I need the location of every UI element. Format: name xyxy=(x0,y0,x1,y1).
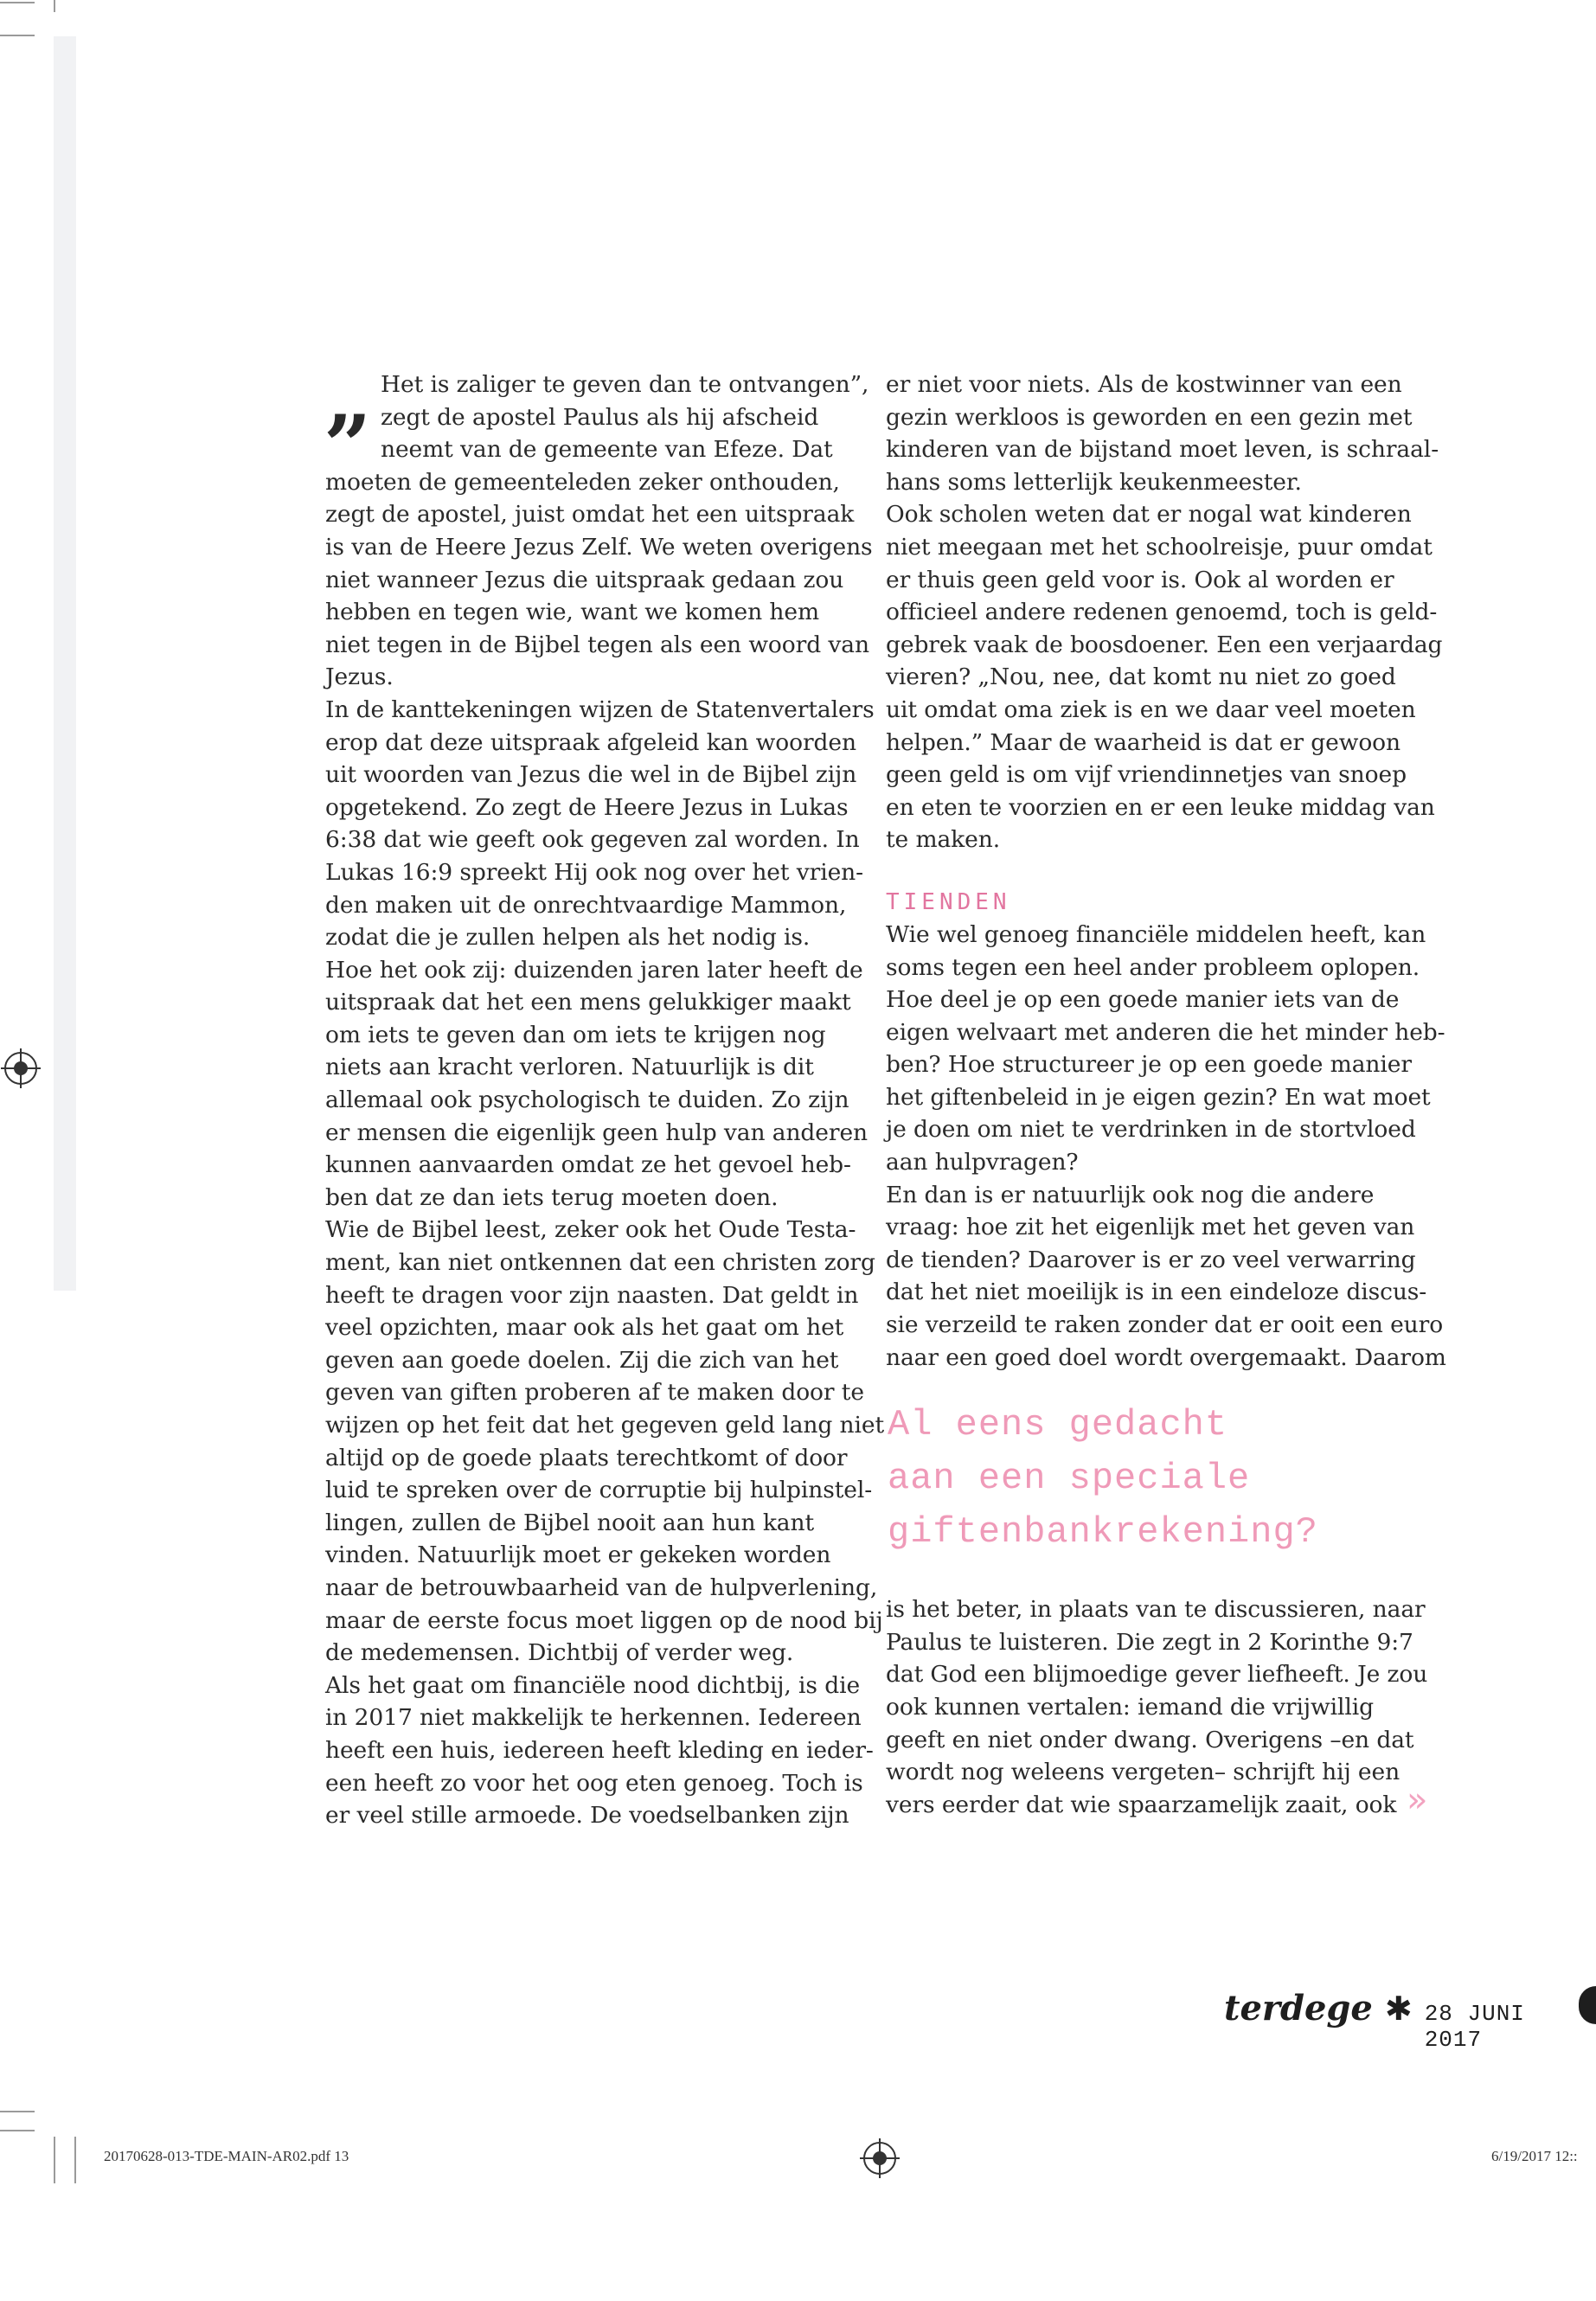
right-column-bottom-text xyxy=(886,1593,1428,1821)
body-text-line: gezin werkloos is geworden en een gezin met xyxy=(886,403,1413,431)
opening-quote-mark: ” xyxy=(324,397,372,495)
body-text-line: is van de Heere Jezus Zelf. We weten overigens xyxy=(325,533,873,561)
pull-quote-line: aan een speciale xyxy=(888,1458,1251,1499)
body-text-line: zegt de apostel, juist omdat het een uitspraak xyxy=(325,501,855,529)
body-text-line: wordt nog weleens vergeten– schrijft hij een xyxy=(886,1759,1401,1786)
pull-quote xyxy=(888,1398,1318,1559)
body-text-line: niets aan kracht verloren. Natuurlijk is dit xyxy=(325,1054,814,1081)
body-text-line: vers eerder dat wie spaarzamelijk zaait, ook xyxy=(886,1791,1397,1818)
body-text-line: heeft te dragen voor zijn naasten. Dat geldt in xyxy=(325,1281,859,1309)
body-text-line: Het is zaliger te geven dan te ontvangen”, xyxy=(381,371,869,398)
body-text-line: dat het niet moeilijk is in een eindeloze discus- xyxy=(886,1279,1427,1306)
body-text-line: er thuis geen geld voor is. Ook al worden er xyxy=(886,566,1394,593)
body-text-line: Hoe het ook zij: duizenden jaren later heeft de xyxy=(325,956,863,984)
section-heading-tienden: TIENDEN xyxy=(886,888,1011,915)
body-text-line: ment, kan niet ontkennen dat een christen zorg xyxy=(325,1249,875,1277)
body-text-line: soms tegen een heel ander probleem oplopen. xyxy=(886,953,1420,981)
body-text-line: geven aan goede doelen. Zij die zich van het xyxy=(325,1346,839,1374)
body-text-line: allemaal ook psychologisch te duiden. Zo zijn xyxy=(325,1086,849,1114)
body-text-line: Als het gaat om financiële nood dichtbij, is die xyxy=(325,1671,861,1699)
body-text-line: vieren? „Nou, nee, dat komt nu niet zo goed xyxy=(886,663,1396,691)
body-text-line: om iets te geven dan om iets te krijgen nog xyxy=(325,1021,826,1048)
body-text-line: zodat die je zullen helpen als het nodig is. xyxy=(325,924,811,952)
body-text-line: luid te spreken over de corruptie bij hulpinstel- xyxy=(325,1477,873,1504)
body-text-line: de tienden? Daarover is er zo veel verwarring xyxy=(886,1246,1416,1273)
page-footer xyxy=(1224,1988,1596,2053)
body-text-line: 6:38 dat wie geeft ook gegeven zal worden. In xyxy=(325,826,860,854)
body-text-line: maar de eerste focus moet liggen op de nood bij xyxy=(325,1606,883,1634)
body-text-line: In de kanttekeningen wijzen de Statenvertalers xyxy=(325,695,875,723)
crop-mark-top-v xyxy=(54,0,55,12)
body-text-line: Jezus. xyxy=(325,663,394,691)
body-text-line: niet wanneer Jezus die uitspraak gedaan zou xyxy=(325,566,844,593)
star-separator-icon: ✱ xyxy=(1384,1990,1413,2028)
body-text-line: Ook scholen weten dat er nogal wat kinderen xyxy=(886,501,1412,529)
bleed-strip xyxy=(54,36,76,1291)
body-text-line: er niet voor niets. Als de kostwinner van een xyxy=(886,371,1402,398)
body-text-line: moeten de gemeenteleden zeker onthouden, xyxy=(325,468,840,496)
body-text-line: niet tegen in de Bijbel tegen als een woord van xyxy=(325,631,869,658)
body-text-line: uit omdat oma ziek is en we daar veel moeten xyxy=(886,695,1416,723)
crop-mark-top-h1 xyxy=(0,35,35,36)
print-slug-filename: 20170628-013-TDE-MAIN-AR02.pdf 13 xyxy=(104,2148,349,2164)
body-text-line: een heeft zo voor het oog eten genoeg. Toch is xyxy=(325,1769,863,1797)
body-text-line: kunnen aanvaarden omdat ze het gevoel heb- xyxy=(325,1151,851,1179)
body-text-line: zegt de apostel Paulus als hij afscheid xyxy=(381,403,819,431)
body-text-line: het giftenbeleid in je eigen gezin? En wat moet xyxy=(886,1083,1431,1111)
body-text-line: lingen, zullen de Bijbel nooit aan hun kant xyxy=(325,1509,815,1536)
body-text-line: uitspraak dat het een mens gelukkiger maakt xyxy=(325,989,851,1016)
body-text-line: uit woorden van Jezus die wel in de Bijbel zijn xyxy=(325,761,857,789)
issue-date: 28 JUNI 2017 xyxy=(1424,2001,1525,2053)
body-text-line: er veel stille armoede. De voedselbanken zijn xyxy=(325,1802,849,1830)
body-text-line: veel opzichten, maar ook als het gaat om het xyxy=(325,1314,844,1342)
body-text-line: Wie wel genoeg financiële middelen heeft, kan xyxy=(886,920,1426,948)
registration-mark-left xyxy=(4,1052,37,1085)
body-text-line: erop dat deze uitspraak afgeleid kan woorden xyxy=(325,728,856,756)
body-text-line: Hoe deel je op een goede manier iets van de xyxy=(886,986,1400,1014)
right-column-top-text xyxy=(886,369,1443,856)
magazine-logo: terdege xyxy=(1224,1988,1373,2029)
body-text-line: aan hulpvragen? xyxy=(886,1149,1079,1176)
body-text-line: sie verzeild te raken zonder dat er ooit een euro xyxy=(886,1311,1444,1339)
body-text-line: En dan is er natuurlijk ook nog die andere xyxy=(886,1181,1375,1208)
body-text-line: te maken. xyxy=(886,826,1001,854)
body-text-line: je doen om niet te verdrinken in de stortvloed xyxy=(886,1116,1416,1144)
body-text-line: is het beter, in plaats van te discussieren, naar xyxy=(886,1596,1426,1624)
print-slug-datetime: 6/19/2017 12:: xyxy=(1491,2148,1578,2164)
body-text-line: geven van giften proberen af te maken door te xyxy=(325,1379,864,1407)
body-text-line: geeft en niet onder dwang. Overigens –en dat xyxy=(886,1726,1414,1753)
pull-quote-line: giftenbankrekening? xyxy=(888,1511,1318,1553)
crop-mark-top-h2 xyxy=(0,2,35,3)
body-text-line: vraag: hoe zit het eigenlijk met het geven van xyxy=(886,1214,1415,1241)
crop-mark-bottom-h2 xyxy=(0,2130,35,2131)
body-text-line: Paulus te luisteren. Die zegt in 2 Korinthe 9:7 xyxy=(886,1628,1413,1656)
body-text-line: hans soms letterlijk keukenmeester. xyxy=(886,468,1302,496)
crop-mark-bottom-v1 xyxy=(54,2137,55,2183)
body-text-line: vinden. Natuurlijk moet er gekeken worden xyxy=(325,1541,831,1569)
body-text-line: wijzen op het feit dat het gegeven geld lang niet xyxy=(325,1412,885,1439)
body-text-line: ben? Hoe structureer je op een goede manier xyxy=(886,1051,1412,1079)
registration-mark-bottom xyxy=(863,2142,896,2175)
body-text-line: naar de betrouwbaarheid van de hulpverlening, xyxy=(325,1574,878,1601)
body-text-line: hebben en tegen wie, want we komen hem xyxy=(325,599,819,626)
body-text-line: in 2017 niet makkelijk te herkennen. Iedereen xyxy=(325,1704,862,1732)
pull-quote-line: Al eens gedacht xyxy=(888,1404,1228,1445)
body-text-line: altijd op de goede plaats terechtkomt of door xyxy=(325,1444,848,1471)
body-text-line: ook kunnen vertalen: iemand die vrijwillig xyxy=(886,1694,1374,1721)
body-text-line: dat God een blijmoedige gever liefheeft. Je zou xyxy=(886,1661,1428,1689)
body-text-line: naar een goed doel wordt overgemaakt. Daarom xyxy=(886,1343,1446,1371)
body-text-line: opgetekend. Zo zegt de Heere Jezus in Lukas xyxy=(325,793,849,821)
body-text-line: heeft een huis, iedereen heeft kleding en ieder- xyxy=(325,1736,874,1764)
body-text-line: eigen welvaart met anderen die het minder heb- xyxy=(886,1018,1445,1046)
body-text-line: kinderen van de bijstand moet leven, is schraal- xyxy=(886,436,1439,464)
crop-mark-bottom-v2 xyxy=(74,2137,76,2183)
body-text-line: er mensen die eigenlijk geen hulp van anderen xyxy=(325,1118,868,1146)
continue-arrow-icon: » xyxy=(1407,1780,1428,1820)
body-text-line: Wie de Bijbel leest, zeker ook het Oude Testa- xyxy=(325,1216,856,1244)
body-text-line: geen geld is om vijf vriendinnetjes van snoep xyxy=(886,761,1407,789)
body-text-line: neemt van de gemeente van Efeze. Dat xyxy=(381,436,833,464)
body-text-line: ben dat ze dan iets terug moeten doen. xyxy=(325,1183,779,1211)
body-text-line: gebrek vaak de boosdoener. Een een verjaardag xyxy=(886,631,1443,658)
right-column-mid-text xyxy=(886,919,1446,1374)
body-text-line: den maken uit de onrechtvaardige Mammon, xyxy=(325,891,847,919)
body-text-line: helpen.” Maar de waarheid is dat er gewoon xyxy=(886,728,1401,756)
crop-mark-bottom-h1 xyxy=(0,2111,35,2112)
body-text-line: en eten te voorzien en er een leuke middag van xyxy=(886,793,1435,821)
article-column-left xyxy=(325,369,885,1832)
article-column-right xyxy=(886,369,1446,1821)
body-text-line: niet meegaan met het schoolreisje, puur omdat xyxy=(886,533,1433,561)
body-text-line: Lukas 16:9 spreekt Hij ook nog over het vrien- xyxy=(325,858,863,886)
body-text-line: de medemensen. Dichtbij of verder weg. xyxy=(325,1639,794,1667)
body-text-line: officieel andere redenen genoemd, toch is geld- xyxy=(886,599,1438,626)
